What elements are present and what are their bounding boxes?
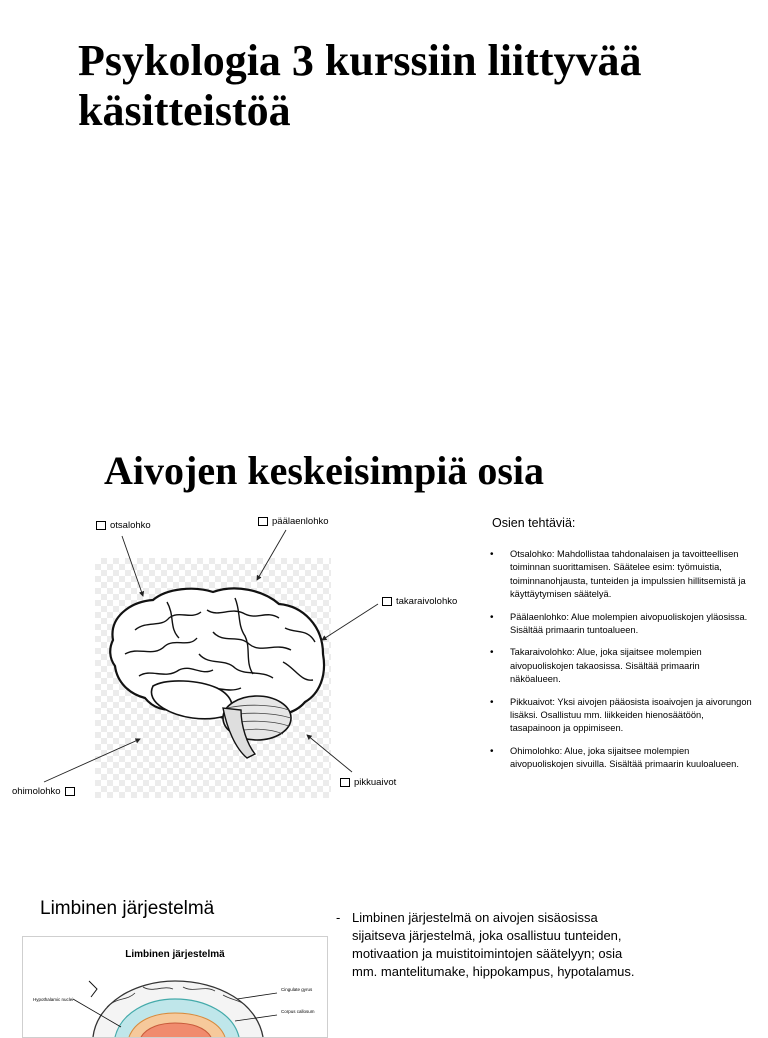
limbic-description [336,909,636,981]
figure-title: Limbinen järjestelmä [125,949,225,960]
slide-title: Psykologia 3 kurssiin liittyvää käsitteistöä [78,36,642,135]
label-text: takaraivolohko [396,596,458,607]
brain-parts-title: Aivojen keskeisimpiä osia [104,448,545,493]
checkbox-icon[interactable] [340,778,350,787]
checkbox-icon[interactable] [382,597,392,606]
figure-label: Hypothalamic nuclei [33,997,74,1002]
list-item: • Pikkuaivot: Yksi aivojen pääosista isoaivojen ja aivorungon lisäksi. Osallistuu mm. liikkeiden hienosäätöön, tasapainoon ja oppimiseen. [482,696,752,736]
bullet-dash: - [336,910,341,925]
limbic-figure [22,936,328,1038]
functions-heading: Osien tehtäviä: [492,516,576,530]
label-ohimolohko [12,786,75,797]
label-pikkuaivot [340,777,396,788]
checkbox-icon[interactable] [258,517,268,526]
checkbox-icon[interactable] [65,787,75,796]
label-text: päälaenlohko [272,516,329,527]
label-text: ohimolohko [12,786,61,797]
figure-label: Corpus callosum [281,1009,315,1014]
brain-image [95,558,331,798]
label-otsalohko [96,520,151,531]
label-takaraivolohko [382,596,457,607]
limbic-illustration [23,937,327,1037]
label-paalaenlohko [258,516,329,527]
label-text: otsalohko [110,520,151,531]
checkbox-icon[interactable] [96,521,106,530]
list-item: • Takaraivolohko: Alue, joka sijaitsee molempien aivopuoliskojen takaosissa. Sisältää primaarin näköalueen. [482,646,752,686]
limbic-title: Limbinen järjestelmä [40,898,215,919]
functions-list [482,548,752,781]
list-item: • Otsalohko: Mahdollistaa tahdonalaisen ja tavoitteellisen toiminnan suorittamisen. Säätelee esim: työmuistia, toiminnanohjausta, tunteiden ja impulssien hillitsemistä ja käyttäytymisen säätelyä. [482,548,752,602]
list-item: • Päälaenlohko: Alue molempien aivopuoliskojen yläosissa. Sisältää primaarin tuntoalueen. [482,611,752,638]
brain-illustration [95,558,331,798]
limbic-text: Limbinen järjestelmä on aivojen sisäosissa sijaitseva järjestelmä, joka osallistuu tunteiden, motivaation ja muistitoimintojen säätelyyn; osia mm. mantelitumake, hippokampus, hypotalamus. [352,910,635,979]
figure-label: Cingulate gyrus [281,987,313,992]
label-text: pikkuaivot [354,777,397,788]
list-item: • Ohimolohko: Alue, joka sijaitsee molempien aivopuoliskojen sivuilla. Sisältää primaarin kuuloalueen. [482,745,752,772]
